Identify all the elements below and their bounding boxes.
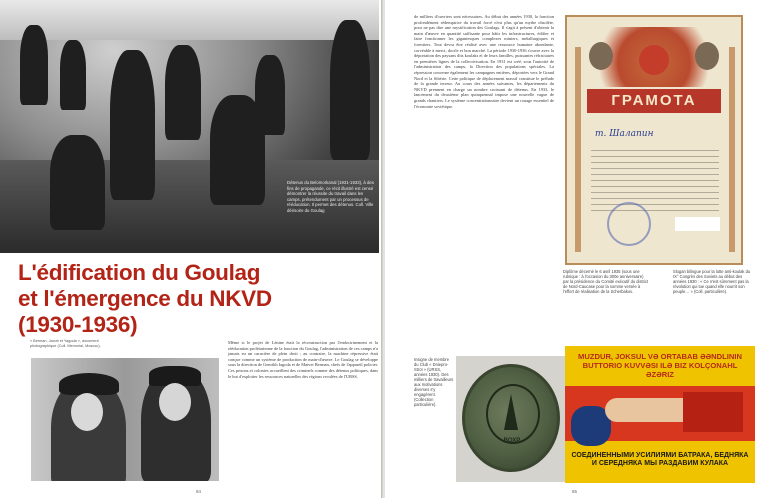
portrait-caption: « Berman, Jacob et Yagoda », document photographique (Coll. Memorial, Moscou).	[30, 339, 101, 348]
page-number-left: 84	[196, 489, 202, 494]
diploma-caption: Diplôme décerné le 6 avril 1935 (sous une rubrique : à l'occasion du 300e anniversaire) par la présidence du Comité exécutif du district de Nord-Caucase pour la somme versée à l'effort de réalisation de la Scherbakov.	[563, 269, 649, 294]
left-body-text: Même si le projet de Lénine était la réconstruction par l'endoctrinement et la rééducation prolétarienne de la fonction du Goulag, l'administration de ces camps n'a jamais eu un caractère de plein droit ; au contraire, la machine répressive était conçue comme un système de production de main-d'œuvre. Le Goulag se développe sous la direction de Genrikh Iagoda et de Matvei Berman, chefs de l'appareil policier. Ces prisons et colonies accueillent des criminels comme des détenus politiques, dans le but d'exploiter les ressources naturelles des régions reculées de l'URSS.	[228, 340, 378, 379]
left-page	[0, 0, 383, 498]
redaction-box	[675, 217, 720, 231]
worker-figure	[60, 40, 86, 110]
poster-footer: СОЕДИНЕННЫМИ УСИЛИЯМИ БАТРАКА, БЕДНЯКА И СЕРЕДНЯКА МЫ РАЗДАВИМ КУЛАКА	[571, 452, 749, 468]
portrait-photo	[31, 358, 219, 481]
diploma-text-lines	[591, 145, 719, 215]
worker-figure	[110, 50, 155, 200]
poster-heading: MUZDUR, JOKSUL VƏ ORTABAB ƏƏNDLININ BUTTORIO KUVVƏSI ILƏ BIZ KOLÇONAHL ƏZƏRIZ	[578, 352, 742, 379]
photo-sky	[0, 0, 379, 40]
stamp-icon	[607, 202, 651, 246]
badge-label: ВОХР	[503, 438, 521, 444]
worker-figure	[330, 20, 370, 160]
hat-icon	[59, 373, 119, 395]
worker-figure	[165, 45, 201, 140]
soviet-emblem-icon	[639, 45, 669, 75]
diploma-frame-left	[575, 47, 581, 252]
leader-portrait-left	[589, 42, 613, 70]
chapter-title-line: (1930-1936)	[18, 312, 138, 337]
diploma-heading: ГРАМОТА	[587, 89, 721, 113]
propaganda-poster	[565, 346, 755, 483]
face-right	[159, 383, 191, 421]
worker-figure	[50, 135, 105, 230]
page-number-right: 85	[572, 489, 578, 494]
worker-figure	[20, 25, 48, 105]
chapter-title-line: L'édification du Goulag	[18, 260, 261, 285]
badge-caption: Insigne de membre du Club « Dniepro-Stroï » (URSS, années 1930). Des milliers de travailleurs aux motivations diverses s'y engagèrent. (Collection particulière).	[414, 357, 454, 407]
diploma-handwriting: т. Шалапин	[595, 129, 654, 139]
diploma-frame-right	[729, 47, 735, 252]
chapter-title	[18, 260, 378, 338]
soviet-diploma	[565, 15, 743, 265]
gulag-workers-photo	[0, 0, 379, 253]
enamel-badge	[456, 356, 568, 482]
worker-figure	[255, 55, 285, 135]
top-photo-caption: Détenus du Belomorkanal (1931-1933), à des fins de propagande, ce récit illustré est censé démontrer la réussite du travail dans les camps, prétendument par un processus de rééducation. Il permet des détenus. Coll. Ville dérisoire du Goulag	[287, 180, 374, 213]
face-left	[71, 393, 103, 431]
chapter-title-line: et l'émergence du NKVD	[18, 286, 272, 311]
sleeve-icon	[683, 392, 743, 432]
right-body-text: de milliers d'ouvriers sont nécessaires. Au début des années 1930, la fonction profondément rédemptrice du travail forcé n'est plus qu'un mythe obsolète, pour ne pas dire une mystification des Goulags. Il s'agit à présent d'obtenir la main d'œuvre en quantité suffisante pour bâtir les infrastructures, édifier et faire fonctionner les gigantesques complexes miniers, métallurgiques et forestiers. Tout devra être réalisé avec une ressource humaine abondante, corvéable à merci, docile et bon marché. La période 1930-1936 s'ouvre avec la déportation des paysans dits koulaks et de leurs familles, puissantes réfractaires en premières lignes de la collectivisation. En 1931 est créé, sous l'autorité de l'administration des camps, la Direction des populations spéciales. La répression concerne également les campagnes entières, déportées vers le Grand Nord et la Sibérie. Cette politique de déplacement massif constitue le prélude de la grande terreur. Au cours des années suivantes, les départements du NKVD prennent en charge un nombre croissant de détenus. En 1933, le lancement du deuxième plan quinquennal impose une nouvelle vague de grands chantiers. Le système concentrationnaire devient un rouage essentiel de l'économie soviétique.	[414, 14, 554, 109]
poster-caption: Slogan bilingue pour la lutte anti-koulak du IX° Congrès des Soviets au début des années 1930 : « Ce n'est sûrement pas la révolution qui tue quand elle nourrit son peuple… » (Coll. particulière).	[673, 269, 751, 294]
leader-portrait-right	[695, 42, 719, 70]
